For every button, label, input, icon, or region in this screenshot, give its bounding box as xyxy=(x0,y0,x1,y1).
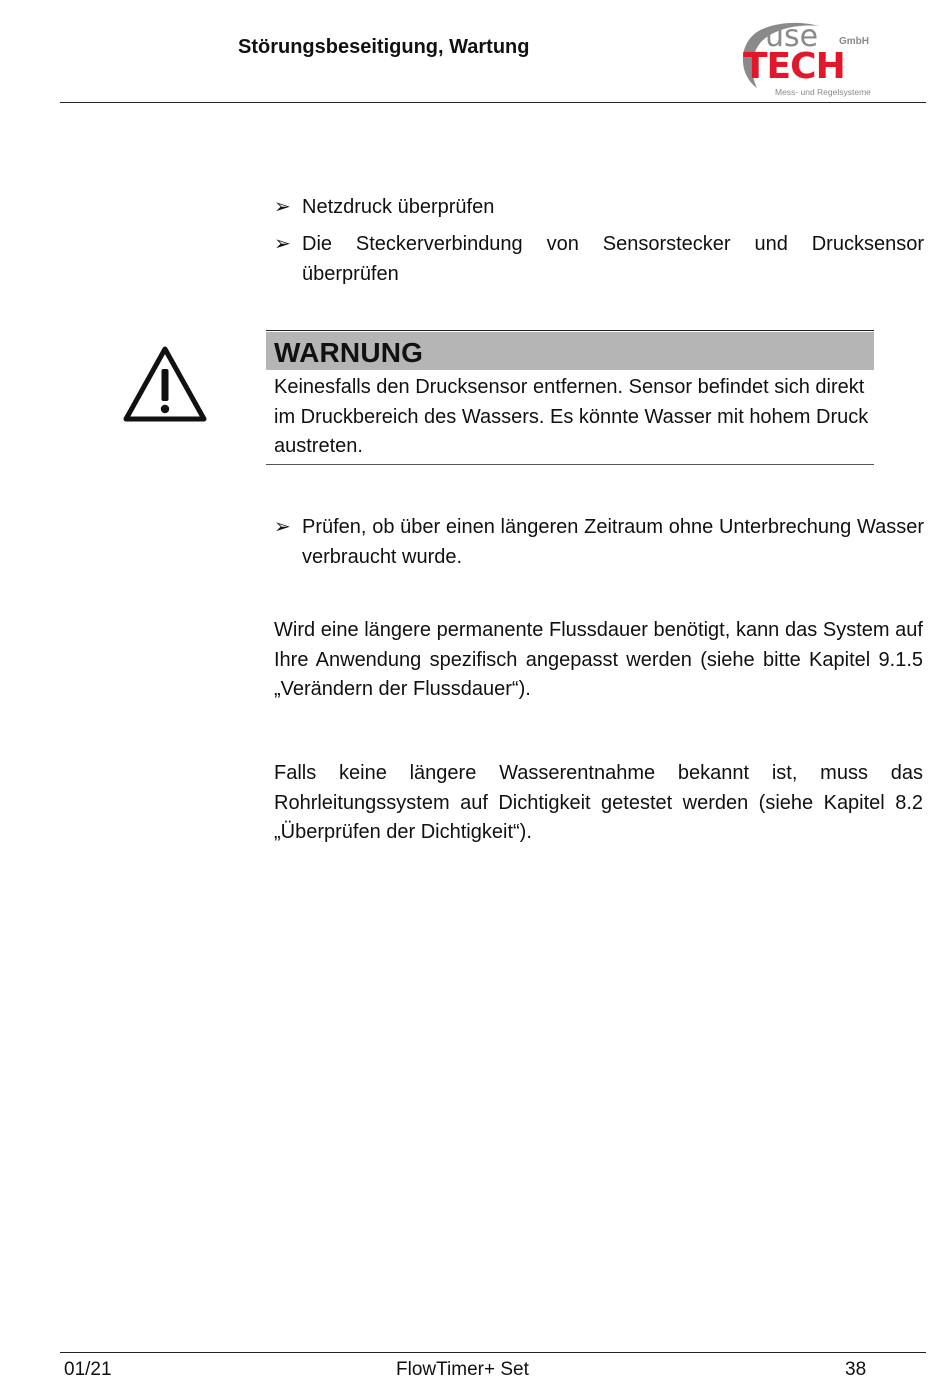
bullet-text: Prüfen, ob über einen längeren Zeitraum ohne Unterbrechung Wasser verbraucht wurde. xyxy=(302,516,924,568)
warning-header xyxy=(266,332,874,370)
svg-text:GmbH: GmbH xyxy=(839,36,869,47)
bullet-item xyxy=(274,192,924,222)
bullet-arrow-icon: ➢ xyxy=(274,196,291,218)
warning-bottom-rule xyxy=(266,464,874,465)
warning-text: Keinesfalls den Drucksensor entfernen. Sensor befindet sich direkt im Druckbereich des Wassers. Es könnte Wasser mit hohem Druck austreten. xyxy=(274,376,869,457)
warning-top-rule xyxy=(266,330,874,331)
page-header-title: Störungsbeseitigung, Wartung xyxy=(238,36,530,58)
warning-triangle-icon xyxy=(122,345,208,425)
bullet-item xyxy=(274,229,924,289)
header-divider xyxy=(60,102,926,103)
usetech-logo xyxy=(735,16,875,100)
page-number: 38 xyxy=(845,1359,867,1380)
footer-date: 01/21 xyxy=(64,1359,112,1380)
svg-text:Mess- und Regelsysteme: Mess- und Regelsysteme xyxy=(775,87,871,97)
warning-title: WARNUNG xyxy=(274,337,424,368)
svg-text:TECH: TECH xyxy=(743,46,845,87)
bullet-text: Die Steckerverbindung von Sensorstecker und Drucksensor überprüfen xyxy=(302,233,924,285)
footer-product-name: FlowTimer+ Set xyxy=(396,1359,529,1380)
footer-divider xyxy=(60,1352,926,1353)
body-paragraph: Wird eine längere permanente Flussdauer benötigt, kann das System auf Ihre Anwendung spezifisch angepasst werden (siehe bitte Kapitel 9.1.5 „Verändern der Flussdauer“). xyxy=(274,619,923,700)
bullet-text: Netzdruck überprüfen xyxy=(302,196,495,218)
bullet-arrow-icon: ➢ xyxy=(274,233,291,255)
bullet-item xyxy=(274,512,924,572)
bullet-arrow-icon: ➢ xyxy=(274,516,291,538)
body-paragraph: Falls keine längere Wasserentnahme bekannt ist, muss das Rohrleitungssystem auf Dichtigkeit getestet werden (siehe Kapitel 8.2 „Überprüfen der Dichtigkeit“). xyxy=(274,762,923,843)
svg-text:use: use xyxy=(765,19,819,54)
